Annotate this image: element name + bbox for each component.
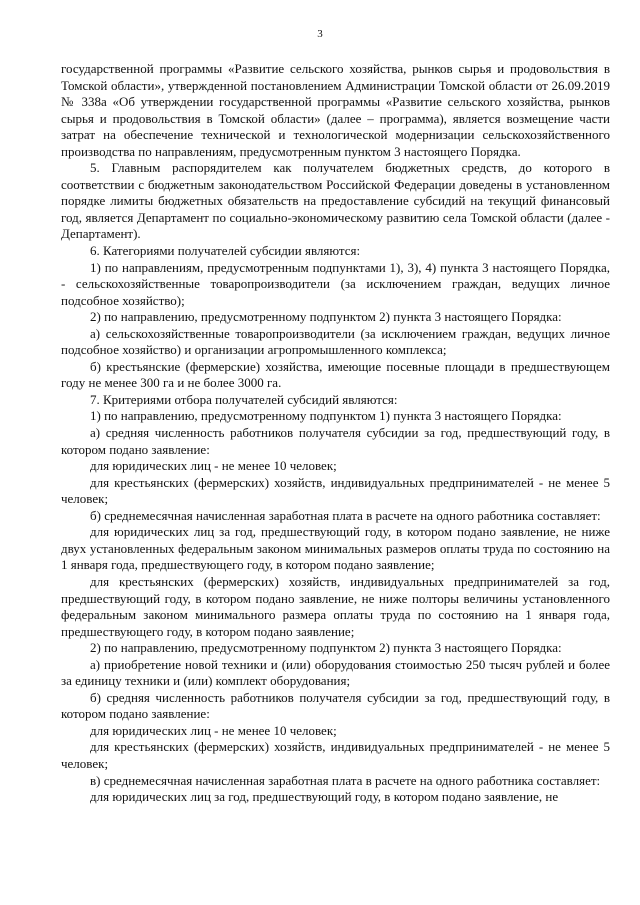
paragraph: в) среднемесячная начисленная заработная плата в расчете на одного работника составляет: (90, 772, 601, 788)
paragraph: 6. Категориями получателей субсидии являются: (90, 243, 361, 259)
paragraph: 7. Критериями отбора получателей субсидий являются: (90, 391, 398, 407)
document-body (61, 61, 610, 806)
paragraph: для крестьянских (фермерских) хозяйств, индивидуальных предпринимателей за год, предшествующий году, в котором подано заявление, не ниже полторы величины установленного федеральным законом минимального размера оплаты труда по состоянию на 1 января года, предшествующего году, в котором подано заявление; (61, 573, 610, 639)
paragraph: для юридических лиц - не менее 10 человек; (90, 458, 337, 474)
paragraph: б) средняя численность работников получателя субсидии за год, предшествующий году, в котором подано заявление: (61, 689, 610, 722)
paragraph: для юридических лиц за год, предшествующий году, в котором подано заявление, не (90, 789, 559, 805)
paragraph: для крестьянских (фермерских) хозяйств, индивидуальных предпринимателей - не менее 5 человек; (61, 474, 610, 507)
paragraph: а) сельскохозяйственные товаропроизводители (за исключением граждан, ведущих личное подсобное хозяйство) и организации агропромышленного комплекса; (61, 325, 610, 358)
paragraph: а) средняя численность работников получателя субсидии за год, предшествующий году, в котором подано заявление: (61, 425, 610, 457)
paragraph: а) приобретение новой техники и (или) оборудования стоимостью 250 тысяч рублей и более за единицу техники и (или) комплект оборудования; (61, 656, 610, 689)
paragraph: для юридических лиц - не менее 10 человек; (90, 722, 337, 738)
paragraph: государственной программы «Развитие сельского хозяйства, рынков сырья и продовольствия в Томской области», утвержденной постановлением Администрации Томской области от 26.09.2019 № 338а «Об утверждении государственной программы «Развитие сельского хозяйства, рынков сырья и продовольствия в Томской области» (далее – программа), является возмещение части затрат на обеспечение технической и технологической модернизации сельскохозяйственного производства по направлениям, предусмотренным пунктом 3 настоящего Порядка. (61, 61, 610, 159)
paragraph: 1) по направлению, предусмотренному подпунктом 1) пункта 3 настоящего Порядка: (90, 408, 562, 424)
paragraph: для крестьянских (фермерских) хозяйств, индивидуальных предпринимателей - не менее 5 человек; (61, 739, 610, 771)
paragraph: для юридических лиц за год, предшествующий году, в котором подано заявление, не ниже двух установленных федеральным законом минимальных размеров оплаты труда по состоянию на 1 января года, предшествующего году, в котором подано заявление; (61, 524, 610, 573)
paragraph: б) крестьянские (фермерские) хозяйства, имеющие посевные площади в предшествующем году не менее 300 га и не более 3000 га. (61, 358, 610, 391)
paragraph: 2) по направлению, предусмотренному подпунктом 2) пункта 3 настоящего Порядка: (90, 309, 562, 325)
paragraph: 2) по направлению, предусмотренному подпунктом 2) пункта 3 настоящего Порядка: (90, 640, 562, 656)
paragraph: 5. Главным распорядителем как получателем бюджетных средств, до которого в соответствии с бюджетным законодательством Российской Федерации доведены в установленном порядке лимиты бюджетных обязательств на предоставление субсидий на текущий финансовый год, является Департамент по социально-экономическому развитию села Томской области (далее - Департамент). (61, 160, 610, 242)
page-number: 3 (317, 28, 323, 40)
paragraph: 1) по направлениям, предусмотренным подпунктами 1), 3), 4) пункта 3 настоящего Порядка, - сельскохозяйственные товаропроизводители (за исключением граждан, ведущих личное подсобное хозяйство); (61, 259, 610, 308)
paragraph: б) среднемесячная начисленная заработная плата в расчете на одного работника составляет: (90, 507, 601, 523)
